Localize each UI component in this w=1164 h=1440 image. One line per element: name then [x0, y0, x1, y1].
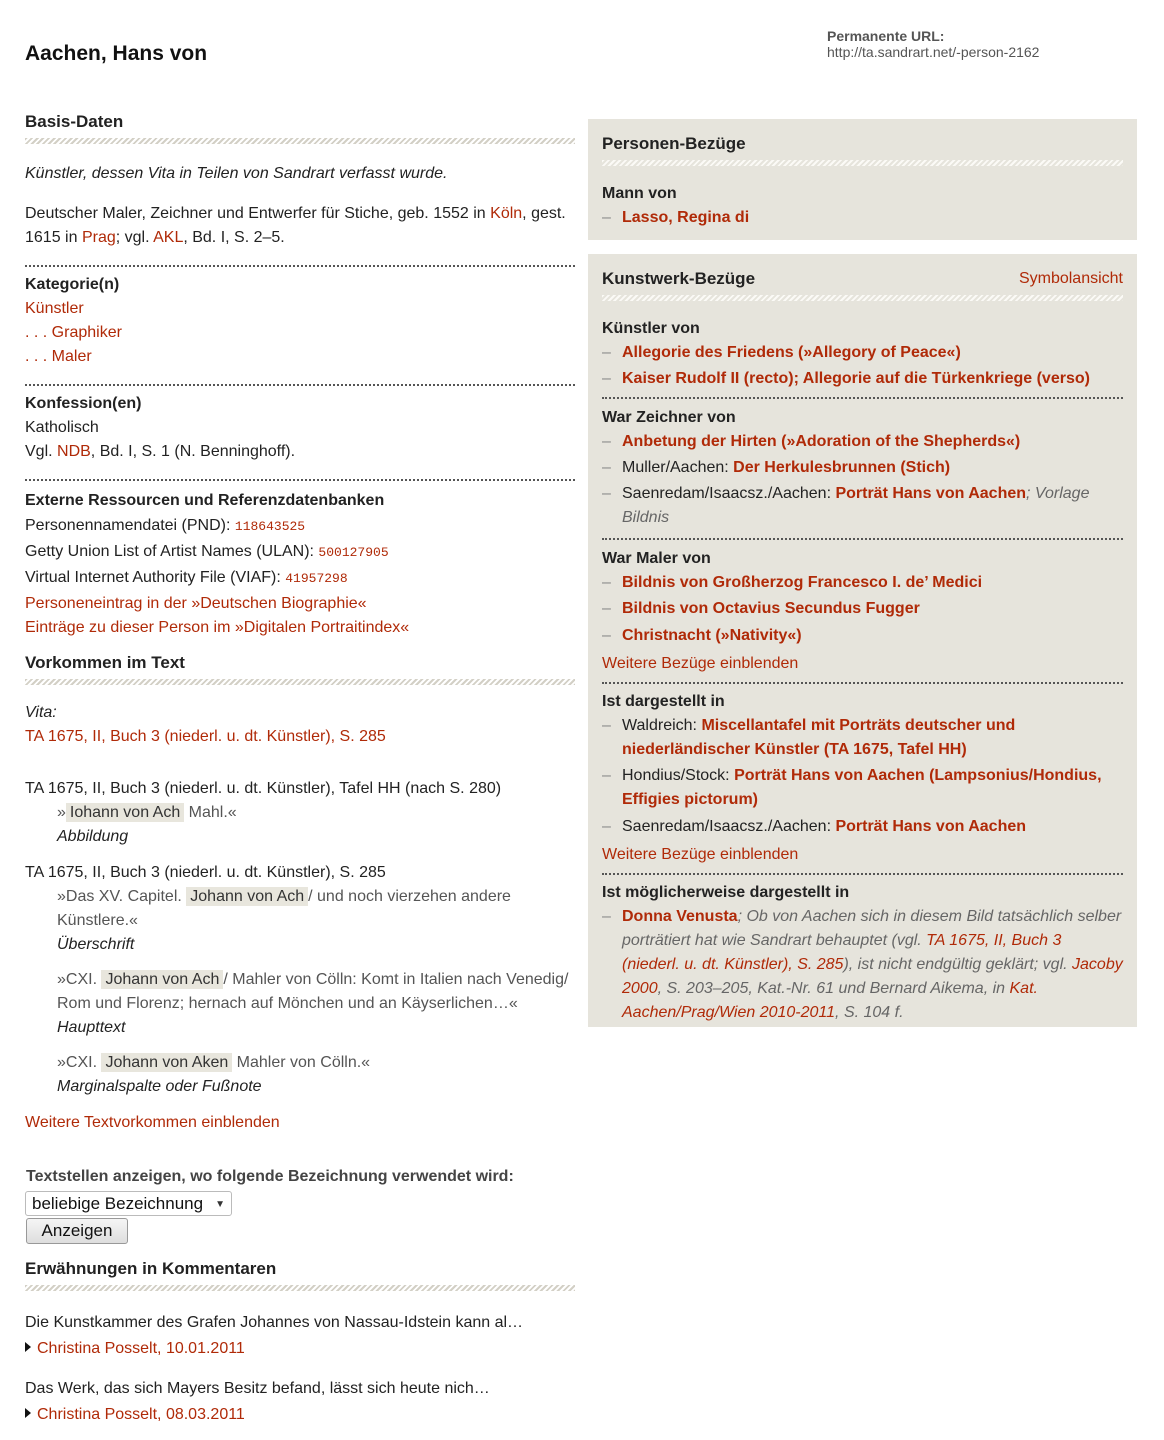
- category-graphiker[interactable]: Graphiker: [51, 324, 122, 341]
- expand-triangle-icon[interactable]: [25, 1408, 31, 1418]
- comment-text: Die Kunstkammer des Grafen Johannes von Nassau-Idstein kann al…: [25, 1314, 524, 1331]
- permalink-block: [827, 28, 1039, 60]
- basis-bio: [25, 202, 575, 250]
- quote-text: Mahler von Cölln.«: [232, 1054, 371, 1071]
- dash-bullet: –: [602, 717, 611, 734]
- dash-bullet: –: [602, 908, 611, 925]
- more-relations-link[interactable]: Weitere Bezüge einblenden: [602, 655, 799, 672]
- bio-text: Deutscher Maler, Zeichner und Entwerfer für Stiche, geb. 1552 in: [25, 205, 491, 222]
- highlight-name: Johann von Ach: [101, 970, 223, 989]
- vita-link[interactable]: TA 1675, II, Buch 3 (niederl. u. dt. Künstler), S. 285: [25, 728, 386, 745]
- quote-text: »CXI.: [57, 971, 102, 988]
- artist-prefix: Hondius/Stock:: [622, 767, 735, 784]
- note-text: ), ist nicht endgültig geklärt; vgl.: [843, 956, 1073, 973]
- extern-section: [25, 479, 575, 640]
- occurrence-type: Abbildung: [57, 828, 129, 845]
- konfession-value: Katholisch: [25, 419, 99, 436]
- deutsche-biographie-link[interactable]: Personeneintrag in der »Deutschen Biographie«: [25, 595, 367, 612]
- occurrence-quote: [25, 801, 575, 825]
- chevron-down-icon: ▼: [215, 1199, 225, 1210]
- quote-text: »: [57, 804, 66, 821]
- link-prag[interactable]: Prag: [81, 229, 116, 246]
- person-link-lasso[interactable]: Lasso, Regina di: [622, 209, 750, 226]
- anzeigen-button[interactable]: Anzeigen: [26, 1218, 128, 1244]
- link-koeln[interactable]: Köln: [490, 205, 523, 222]
- dash-bullet: –: [602, 574, 611, 591]
- dash-bullet: –: [602, 370, 611, 387]
- personen-panel: [588, 119, 1137, 240]
- note-link[interactable]: Jacoby 2000: [622, 956, 1123, 997]
- occurrence-quote: [25, 885, 575, 933]
- note-text: , S. 203–205, Kat.-Nr. 61 und Bernard Aikema, in: [657, 980, 1010, 997]
- quote-text: »Das XV. Capitel.: [57, 888, 187, 905]
- expand-triangle-icon[interactable]: [25, 1342, 31, 1352]
- occurrence-quote: [25, 968, 575, 1016]
- artwork-link[interactable]: Bildnis von Großherzog Francesco I. de’ Medici: [622, 574, 983, 591]
- dash-bullet: –: [602, 485, 611, 502]
- occurrence-source: TA 1675, II, Buch 3 (niederl. u. dt. Künstler), Tafel HH (nach S. 280): [25, 780, 502, 797]
- personen-heading: Personen-Bezüge: [602, 134, 1123, 172]
- occurrence-source: TA 1675, II, Buch 3 (niederl. u. dt. Künstler), S. 285: [25, 864, 386, 881]
- extern-heading: Externe Ressourcen und Referenzdatenbanken: [25, 492, 385, 509]
- category-kuenstler[interactable]: Künstler: [25, 300, 84, 317]
- artwork-note: ; Vorlage Bildnis: [622, 485, 1090, 526]
- more-occurrences-link[interactable]: Weitere Textvorkommen einblenden: [25, 1114, 280, 1131]
- link-akl[interactable]: AKL: [153, 229, 184, 246]
- bio-text: , Bd. I, S. 2–5.: [183, 229, 285, 246]
- ref-text: Vgl.: [25, 443, 58, 460]
- artwork-link[interactable]: Der Herkulesbrunnen (Stich): [733, 459, 951, 476]
- maler-section: [602, 538, 1123, 676]
- konfession-section: [25, 384, 575, 464]
- artwork-link[interactable]: Anbetung der Hirten (»Adoration of the Shepherds«): [622, 433, 1021, 450]
- kommentare-heading: Erwähnungen in Kommentaren: [25, 1259, 575, 1297]
- category-indent: . . .: [25, 348, 52, 365]
- ulan-label: Getty Union List of Artist Names (ULAN):: [25, 543, 319, 560]
- comment-author-link[interactable]: Christina Posselt, 08.03.2011: [37, 1406, 245, 1423]
- artist-prefix: Muller/Aachen:: [622, 459, 734, 476]
- moeglich-section: [602, 873, 1123, 1025]
- ulan-link[interactable]: 500127905: [318, 545, 389, 560]
- kategorien-heading: Kategorie(n): [25, 276, 120, 293]
- artwork-link[interactable]: Porträt Hans von Aachen: [835, 485, 1027, 502]
- left-column: [25, 112, 575, 1135]
- vorkommen-heading: Vorkommen im Text: [25, 653, 575, 691]
- dash-bullet: –: [602, 767, 611, 784]
- maler-von-heading: War Maler von: [602, 550, 711, 567]
- occurrence-type: Überschrift: [57, 936, 135, 953]
- basis-heading: Basis-Daten: [25, 112, 575, 150]
- highlight-name: Johann von Aken: [101, 1053, 232, 1072]
- artist-prefix: Saenredam/Isaacsz./Aachen:: [622, 485, 836, 502]
- bio-text: , gest. 1615 in: [25, 205, 566, 246]
- viaf-label: Virtual Internet Authority File (VIAF):: [25, 569, 286, 586]
- category-indent: . . .: [25, 324, 52, 341]
- note-text: , S. 104 f.: [835, 1004, 904, 1021]
- bio-text: ; vgl.: [115, 229, 154, 246]
- pnd-label: Personennamendatei (PND):: [25, 517, 235, 534]
- artwork-link[interactable]: Donna Venusta: [622, 908, 738, 925]
- dash-bullet: –: [602, 459, 611, 476]
- dash-bullet: –: [602, 600, 611, 617]
- mann-von-heading: Mann von: [602, 185, 677, 202]
- artwork-link[interactable]: Christnacht (»Nativity«): [622, 627, 802, 644]
- category-maler[interactable]: Maler: [51, 348, 92, 365]
- occurrence-quote: [25, 1051, 575, 1075]
- portraitindex-link[interactable]: Einträge zu dieser Person im »Digitalen Portraitindex«: [25, 619, 410, 636]
- highlight-name: Johann von Ach: [186, 887, 308, 906]
- zeichner-von-heading: War Zeichner von: [602, 409, 736, 426]
- dash-bullet: –: [602, 627, 611, 644]
- comment-author-link[interactable]: Christina Posselt, 10.01.2011: [37, 1340, 245, 1357]
- quote-text: / Mahler von Cölln: Komt in Italien nach Venedig/ Rom und Florenz; hernach auf Mönchen und an Käyserlichen…«: [57, 971, 569, 1012]
- occurrence-type: Marginalspalte oder Fußnote: [57, 1078, 262, 1095]
- more-relations-link[interactable]: Weitere Bezüge einblenden: [602, 846, 799, 863]
- basis-intro: Künstler, dessen Vita in Teilen von Sandrart verfasst wurde.: [25, 165, 448, 182]
- highlight-name: Iohann von Ach: [66, 803, 184, 822]
- artwork-link[interactable]: Porträt Hans von Aachen (Lampsonius/Hondius, Effigies pictorum): [622, 767, 1102, 808]
- symbolansicht-link[interactable]: Symbolansicht: [1018, 270, 1123, 287]
- note-text: ; Ob von Aachen sich in diesem Bild tatsächlich selber porträtiert hat wie Sandrart behauptet (vgl.: [622, 908, 1122, 949]
- artwork-link[interactable]: Bildnis von Octavius Secundus Fugger: [622, 600, 920, 617]
- vita-label: Vita:: [25, 704, 57, 721]
- dargestellt-section: [602, 682, 1123, 867]
- note-link[interactable]: Kat. Aachen/Prag/Wien 2010-2011: [622, 980, 1038, 1021]
- artwork-link[interactable]: Miscellantafel mit Porträts deutscher und niederländischer Künstler (TA 1675, Tafel HH): [622, 717, 1016, 758]
- permalink-label: Permanente URL:: [827, 28, 945, 44]
- quote-text: »CXI.: [57, 1054, 102, 1071]
- kuenstler-von-heading: Künstler von: [602, 320, 700, 337]
- dash-bullet: –: [602, 344, 611, 361]
- textstellen-label: Textstellen anzeigen, wo folgende Bezeichnung verwendet wird:: [26, 1168, 514, 1185]
- dargestellt-heading: Ist dargestellt in: [602, 693, 725, 710]
- quote-text: / und noch vierzehen andere Künstlere.«: [57, 888, 511, 929]
- page-title: Aachen, Hans von: [25, 42, 208, 65]
- artwork-link[interactable]: Porträt Hans von Aachen: [835, 818, 1027, 835]
- link-ndb[interactable]: NDB: [57, 443, 91, 460]
- kunstwerk-panel: [588, 254, 1137, 1027]
- moeglich-heading: Ist möglicherweise dargestellt in: [602, 884, 850, 901]
- konfession-ref: [25, 440, 575, 464]
- ref-text: , Bd. I, S. 1 (N. Benninghoff).: [90, 443, 296, 460]
- dash-bullet: –: [602, 818, 611, 835]
- dash-bullet: –: [602, 433, 611, 450]
- kunstwerk-heading: Kunstwerk-Bezüge: [602, 269, 1123, 307]
- bezeichnung-select[interactable]: [25, 1191, 232, 1216]
- viaf-link[interactable]: 41957298: [285, 571, 348, 586]
- comment-text: Das Werk, das sich Mayers Besitz befand, lässt sich heute nich…: [25, 1380, 490, 1397]
- konfession-heading: Konfession(en): [25, 395, 142, 412]
- quote-text: Mahl.«: [184, 804, 237, 821]
- artwork-link[interactable]: Kaiser Rudolf II (recto); Allegorie auf die Türkenkriege (verso): [622, 370, 1090, 387]
- dash-bullet: –: [602, 209, 611, 226]
- note-link[interactable]: TA 1675, II, Buch 3 (niederl. u. dt. Künstler), S. 285: [622, 932, 1062, 973]
- artist-prefix: Saenredam/Isaacsz./Aachen:: [622, 818, 836, 835]
- select-value: beliebige Bezeichnung: [32, 1194, 204, 1213]
- artwork-link[interactable]: Allegorie des Friedens (»Allegory of Peace«): [622, 344, 961, 361]
- zeichner-section: [602, 397, 1123, 530]
- permalink-url[interactable]: http://ta.sandrart.net/-person-2162: [827, 44, 1040, 60]
- artist-prefix: Waldreich:: [622, 717, 702, 734]
- occurrence-type: Haupttext: [57, 1019, 126, 1036]
- kategorien-section: [25, 265, 575, 369]
- kommentare-section: [25, 1259, 575, 1427]
- pnd-link[interactable]: 118643525: [234, 519, 306, 534]
